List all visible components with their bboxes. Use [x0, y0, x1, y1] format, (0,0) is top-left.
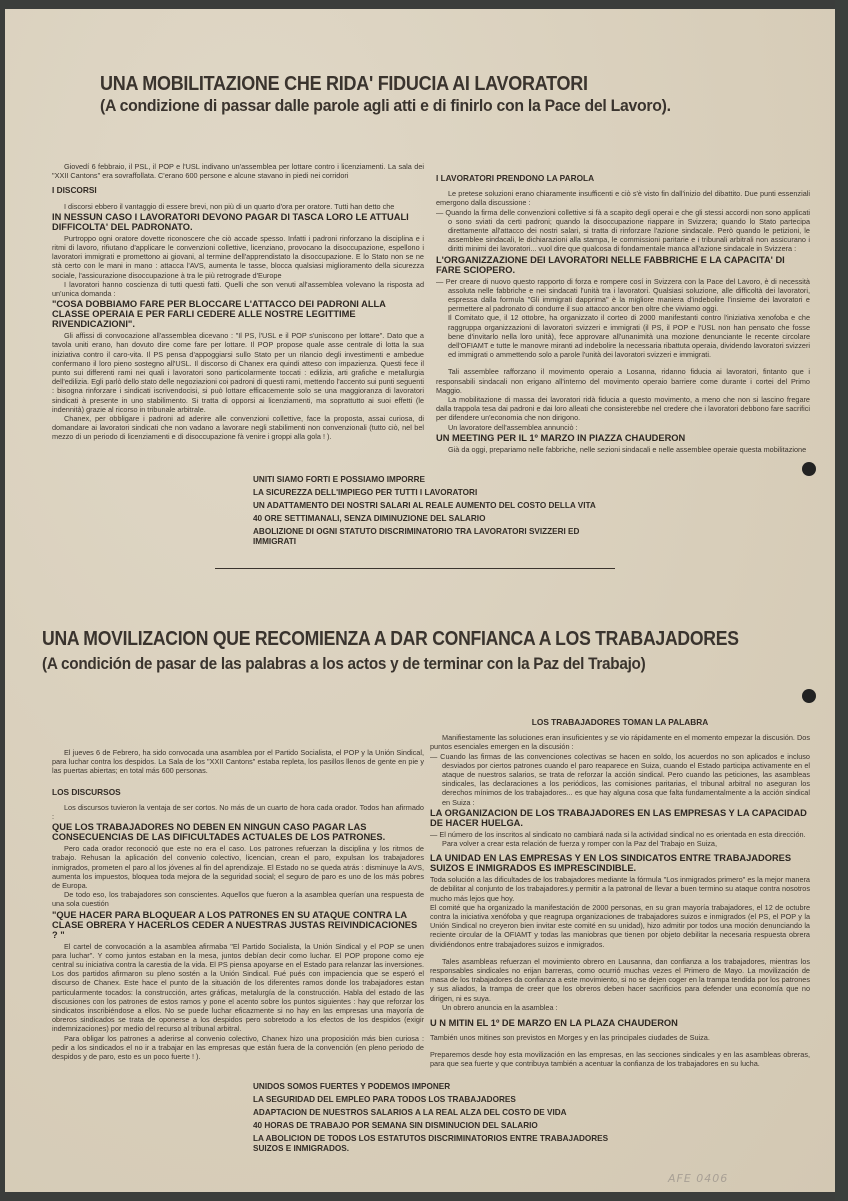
slogan: LA SICUREZZA DELL'IMPIEGO PER TUTTI I LAVORATORI: [253, 488, 478, 497]
bold-statement: L'ORGANIZZAZIONE DEI LAVORATORI NELLE FABBRICHE E LA CAPACITA' DI FARE SCIOPERO.: [436, 254, 785, 275]
paragraph: Gli affissi di convocazione all'assemblea dicevano : "Il PS, l'USL e il POP s'uniscono per lottare". Dato que a tavola uniti erano, han dovuto dire come fare per lottare. Il POP propose quale asse centrale di lotta la sua iniziativa contro il caro-vita. Il PS pensa d'appoggiarsi sullo Stato per un rilancio degli investimenti e ambedue confermano il loro pieno sostegno all'USL. Il discorso di Chanex era quindi atteso con impazienza. Questi fece il punto sui differenti rami nei quali i lavoratori sono particolarmente toccati : edilizia, arti grafiche e metallurgia dell'edilizia. Egli parlò dello stato delle negoziazioni coi padroni di questi rami, mettendo l'accento sui punti seguenti : bisogna rinforzare i sindicati iscrivendocisi, si può lottare efficacemente solo se una maggioranza di lavoratori sindicati à presente in uno stabilimento. Si tratta di opporsi ai licenziamenti, ma soprattutto ai suoi effetti (le indennità) grazie al ricorso in tribunale arbitrale.: [52, 331, 424, 414]
bold-statement: LA UNIDAD EN LAS EMPRESAS Y EN LOS SINDICATOS ENTRE TRABAJADORES SUIZOS E INMIGRADOS ES IMPRESCINDIBLE.: [430, 853, 792, 874]
paragraph: Para volver a crear esta relación de fuerza y romper con la Paz del Trabajo en Suiza,: [442, 839, 717, 849]
bold-statement: "COSA DOBBIAMO FARE PER BLOCCARE L'ATTACCO DEI PADRONI ALLA CLASSE OPERAIA E PER FARLI CEDERE ALLE NOSTRE LEGITTIME RIVENDICAZIONI".: [52, 299, 386, 330]
slogan: ADAPTACION DE NUESTROS SALARIOS A LA REAL ALZA DEL COSTO DE VIDA: [253, 1108, 567, 1117]
paragraph: Pero cada orador reconoció que este no era el caso. Los patrones refuerzan la disciplina y los ritmos de trabajo. Rehusan la aplicación del convenio colectivo, licencian, crean el paro, expulsan los trabajadores inmigrados, prometen el paro al los jóvenes al fin del aprendizaje. El Estado no se queda atrás : disminuye la AVS, aumenta los impuestos, bloquea toda mejora de la seguridad social; el seguro de paro es uno de los más pobres de Europa.: [52, 844, 424, 891]
paragraph: Il Comitato que, il 12 ottobre, ha organizzato il corteo di 2000 manifestanti contro l'iniziativa xenofoba e che raggruppa organizzazioni di lavoratori svizzeri e immigrati (il PS, il POP e l'USL non han pensato che fosse bene d'invitarlo nella loro unità), fece approvare all'unanimità una mozione denunciante le recente circolare dell'OFIAMT e tutte le manovre miranti ad indebolire la necessaria ribattuta operaia, dividendo lavoratori svizzeri ed immigrati o ammettendo solo a parole l'unità dei lavoratori svizzeri e immigrati.: [448, 313, 810, 360]
paragraph: I lavoratori hanno coscienza di tutti questi fatti. Quelli che son venuti all'assemblea volevano la risposta ad un'unica domanda :: [52, 279, 424, 299]
paragraph: Preparemos desde hoy esta movilización en las empresas, en las secciones sindicales y en las asambleas obreras, para que sea fuerte y que contribuya también a acentuar la confianza de los trabajadores en su lucha.: [430, 1050, 810, 1069]
italian-right-column: [436, 168, 810, 454]
dash-paragraph: — Cuando las firmas de las convenciones colectivas se hacen en soldo, los acuerdos no son aplicados e incluso desviados por ciertos patrones cuando el paro reaparece en Suiza, cuando el Estado participa activamente en el ataque de nuestros salarios, se trata de reforzar la acción sindical. Pero cuando las peticiones, las asambleas sindicales, las declaraciones a los periódicos, las comisiones paritarias, el tribunal arbitral no aseguran los derechos mínimos de los trabajadores... es que hay alguna cosa que falta fundamentalmente a la acción sindical en Suiza :: [430, 751, 810, 807]
section-divider: [215, 568, 615, 569]
spanish-title: UNA MOVILIZACION QUE RECOMIENZA A DAR CONFIANCA A LOS TRABAJADORES: [42, 628, 739, 650]
slogan: 40 ORE SETTIMANALI, SENZA DIMINUZIONE DEL SALARIO: [253, 514, 486, 523]
italian-heading-parola: I LAVORATORI PRENDONO LA PAROLA: [436, 173, 595, 183]
paragraph: De todo eso, los trabajadores son conscientes. Aquellos que fueron a la asamblea querían una respuesta de una sola cuestión: [52, 890, 424, 909]
slogan: 40 HORAS DE TRABAJO POR SEMANA SIN DISMINUCION DEL SALARIO: [253, 1121, 538, 1130]
paragraph: La mobilitazione di massa dei lavoratori ridà fiducia a questo movimento, a meno che non si lascino fregare dalla trappola tesa dai padroni e dai loro alleati che consisterebbe nel credere che i lavoratori debbono fare sacrifici per difendere un'economia che non dirigono.: [436, 395, 810, 423]
paragraph: Toda solución a las dificultades de los trabajadores mediante la fórmula "Los inmigrados primero" es la mejor manera de debilitar al conjunto de los trabajadores.y permitir a la patronal de llevar a buen termino su ataque contra nosotros mucho más lejos que hoy.: [430, 875, 810, 903]
scanner-background: [835, 0, 848, 1201]
bold-statement: UN MEETING PER IL 1º MARZO IN PIAZZA CHAUDERON: [436, 432, 686, 443]
paragraph: I discorsi ebbero il vantaggio di essere brevi, non più di un quarto d'ora per oratore. Tutti han detto che: [64, 201, 395, 211]
italian-title: UNA MOBILITAZIONE CHE RIDA' FIDUCIA AI LAVORATORI: [100, 73, 588, 95]
dash-paragraph: — Quando la firma delle convenzioni collettive si fà a scapito degli operai e che gli stessi accordi non sono applicati o sono sviati da certi padroni; quando la disoccupazione riappare in Svizzera; quando lo Stato partecipa direttamente all'attacco dei nostri salari, si tratta di rinforzare l'azione sindacale. Però quando le petizioni, le assemblee sindacali, le dichiarazioni alla stampa, le commissioni paritarie e i tribunali arbitrali non assicurano i diritti minimi dei lavoratori... vuol dire que qualcosa di fondamentale manca all'azione sindacale in Svizzera :: [436, 207, 810, 254]
paragraph: Los discursos tuvieron la ventaja de ser cortos. No más de un cuarto de hora cada orador. Todos han afirmado :: [52, 802, 424, 822]
spanish-heading-discursos: LOS DISCURSOS: [52, 786, 121, 797]
punch-hole: [802, 689, 816, 703]
italian-subtitle: (A condizione di passar dalle parole agli atti e di finirlo con la Pace del Lavoro).: [100, 96, 671, 115]
spanish-slogans: [253, 1082, 633, 1157]
dash-paragraph: — Per creare di nuovo questo rapporto di forza e rompere cosí in Svizzera con la Pace del Lavoro, è di necessità assoluta nelle fabbriche e nei sindacati l'unità tra i lavoratori. Qualsiasi soluzione, alle difficoltà dei lavoratori, espressa dalla formula "Gli immigrati dapprima" è la migliore maniera d'indebolire l'insieme dei lavoratori e permettere al padronato di condurre il suo attacco ancor ben oltre che viviamo oggi.: [436, 276, 810, 314]
bold-statement: QUE LOS TRABAJADORES NO DEBEN EN NINGUN CASO PAGAR LAS CONSECUENCIAS DE LAS DIFICULTADES ACTUALES DE LOS PATRONES.: [52, 822, 386, 843]
paragraph: El comité que ha organizado la manifestación de 2000 personas, en su gran mayoría trabajadores, el 12 de octubre contra la iniciativa xenófoba y que reagrupa organizaciones de trabajadores suizos e inmigrados (el PS, el POP y la Unión Sindical no creyeron bien invitar este comité en su unidad), hizo admitir por todos una moción denunciando la reciente circular de la OFIAMT y todas las maniobras que tienen por objeto debilitar la necesaria respuesta obrera dividiéndonos entre trabajadores suizos e inmigrados.: [430, 902, 810, 949]
italian-intro: Giovedí 6 febbraio, il PSL, il POP e l'USL indivano un'assemblea per lottare contro i licenziamenti. La sala dei "XXII Cantons" era sovraffollata. C'erano 600 persone e alcune stavano in piedi nei corridori: [52, 162, 424, 181]
paragraph: Manifiestamente las soluciones eran insuficientes y se vio rápidamente en el momento empezar la discusión. Dos puntos esenciales emergen en la discusión :: [430, 733, 810, 752]
bold-statement: U N MITIN EL 1º DE MARZO EN LA PLAZA CHAUDERON: [430, 1018, 678, 1029]
bold-statement: LA ORGANIZACION DE LOS TRABAJADORES EN LAS EMPRESAS Y LA CAPACIDAD DE HACER HUELGA.: [430, 807, 807, 828]
spanish-right-column: [430, 718, 810, 1069]
archive-mark: AFE 0406: [668, 1172, 729, 1185]
spanish-subtitle: (A condición de pasar de las palabras a los actos y de terminar con la Paz del Trabajo): [42, 654, 646, 673]
slogan: LA SEGURIDAD DEL EMPLEO PARA TODOS LOS TRABAJADORES: [253, 1095, 516, 1104]
slogan: UNIDOS SOMOS FUERTES Y PODEMOS IMPONER: [253, 1082, 451, 1091]
punch-hole: [802, 462, 816, 476]
paragraph: También unos mitines son previstos en Morges y en las principales ciudades de Suiza.: [430, 1033, 710, 1043]
paragraph: Già da oggi, prepariamo nelle fabbriche, nelle sezioni sindacali e nelle assemblee operaie questa mobilitazione: [448, 444, 807, 454]
paragraph: Un obrero anuncia en la asamblea :: [442, 1002, 558, 1012]
slogan: LA ABOLICION DE TODOS LOS ESTATUTOS DISCRIMINATORIOS ENTRE TRABAJADORES SUIZOS E INMIGRADOS.: [253, 1134, 609, 1153]
spanish-intro: El jueves 6 de Febrero, ha sido convocada una asamblea por el Partido Socialista, el POP y la Unión Sindical, para luchar contra los despidos. La Sala de los "XXII Cantons" estaba repleta, los pasillos llenos de gente en pie y las puertas abiertas; en total más 600 personas.: [52, 748, 424, 776]
paragraph: Chanex, per obbligare i padroni ad aderire alle convenzioni collettive, face la proposta, assai curiosa, di domandare ai lavoratori sindicati che non vadano a lavorare negli stabilimenti non convenzionali (tutto ciò, nel bel mezzo di un periodo di licenziamenti e di disoccupazione fà venire i groppi alla gola ! ).: [52, 414, 424, 442]
paragraph: Para obligar los patrones a aderirse al convenio colectivo, Chanex hizo una proposición más bien curiosa : pedir a los sindicados el no ir a trabajar en las empresas que están fuera de la convención (en pleno periodo de despidos y de paro, esto es un poco fuerte ! ).: [52, 1033, 424, 1062]
paragraph: Tali assemblee rafforzano il movimento operaio a Losanna, ridanno fiducia ai lavoratori, fintanto que i responsabili sindacali non erigano all'interno del movimento operaio barriere come durante i cortei del Primo Maggio.: [436, 367, 810, 395]
spanish-left-column: [52, 748, 424, 1061]
dash-paragraph: — El número de los inscritos al sindicato no cambiará nada si la actividad sindical no es orientada en esta dirección.: [430, 829, 806, 839]
italian-left-column: [52, 162, 424, 442]
slogan: UNITI SIAMO FORTI E POSSIAMO IMPORRE: [253, 475, 425, 484]
paragraph: Le pretese soluzioni erano chiaramente insufficenti e ciò s'è visto fin dall'inizio del dibattito. Due punti essenziali emergono dalla discussione :: [436, 189, 810, 208]
italian-heading-discorsi: I DISCORSI: [52, 185, 97, 196]
slogan: ABOLIZIONE DI OGNI STATUTO DISCRIMINATORIO TRA LAVORATORI SVIZZERI ED IMMIGRATI: [253, 527, 580, 546]
paragraph: Un lavoratore dell'assemblea annunciò :: [448, 422, 578, 432]
bold-statement: "QUE HACER PARA BLOQUEAR A LOS PATRONES EN SU ATAQUE CONTRA LA CLASE OBRERA Y HACERLOS CEDER A NUESTRAS JUSTAS REIVINDICACIONES ? ": [52, 909, 418, 940]
spanish-heading-palabra: LOS TRABAJADORES TOMAN LA PALABRA: [531, 717, 709, 727]
bold-statement: IN NESSUN CASO I LAVORATORI DEVONO PAGAR DI TASCA LORO LE ATTUALI DIFFICOLTA' DEL PADRONATO.: [52, 211, 409, 232]
paragraph: Purtroppo ogni oratore dovette riconoscere che ciò accade spesso. Infatti i padroni rinforzano la disciplina e i ritmi di lavoro, rifiutano d'applicare le convenzioni collettive, licenziano, provocano la disoccupazione, espellono i lavoratori immigrati e promettono ai giovani, al termine dell'apprendistato la disoccupazione. E lo Stato non se ne stà certo con le mani in mano : attacca l'AVS, aumenta le tasse, blocca qualsiasi miglioramento della sicurezza sociale, l'assicurazione disoccupazione à tra le più retrograde d'Europe: [52, 233, 424, 280]
italian-slogans: [253, 475, 613, 550]
paragraph: Tales asambleas refuerzan el movimiento obrero en Lausanna, dan confianza a los trabajadores, mientras los responsables sindicales no erijan barreras, como ocurrió muchas vezes el Primero de Mayo. La movilización de masa de los trabajadores da confianza a este movimiento, si no se dejen coger en la trampa tendida por los patrones y sus aliados, la trampa de creer que los obreros deben hacer sacrificios para defender una economía que no dirigen, ni es suya.: [430, 956, 810, 1003]
paragraph: El cartel de convocación a la asamblea afirmaba "El Partido Socialista, la Unión Sindical y el POP se unen para luchar". Y como juntos estaban en la mesa, juntos debían decir como luchar. El POP propone como eje central su iniciativa contra la carestia de la vida. El PS piensa apoyarse en el Estado para relanzar las inversiones. Los dos partidos afirmaron su pleno sostén a la Unión Sindical. Fué pués con impaciencia que se esperó el discurso de Chanex. Este hace el punto de la situación de los diferentes ramos donde los trabajadores estan particularmente tocados: la construcción, artes gráficas, metalurgía de la construcción. Habla del estado de las discusiones con los patrones de estos ramos y pone el acento sobre los puntos siguientes : hay que reforzar los sindicatos inscribiéndose a ellos. No se puede luchar eficazmente si no hay en las empresas una mayoría de obreros sindicados se trata de oponerse a los despidos pero sobretodo a los efectos de los despidos (exigir indemnizaciones) por medio del recurso al tribunal arbitral.: [52, 941, 424, 1034]
slogan: UN ADATTAMENTO DEI NOSTRI SALARI AL REALE AUMENTO DEL COSTO DELLA VITA: [253, 501, 596, 510]
